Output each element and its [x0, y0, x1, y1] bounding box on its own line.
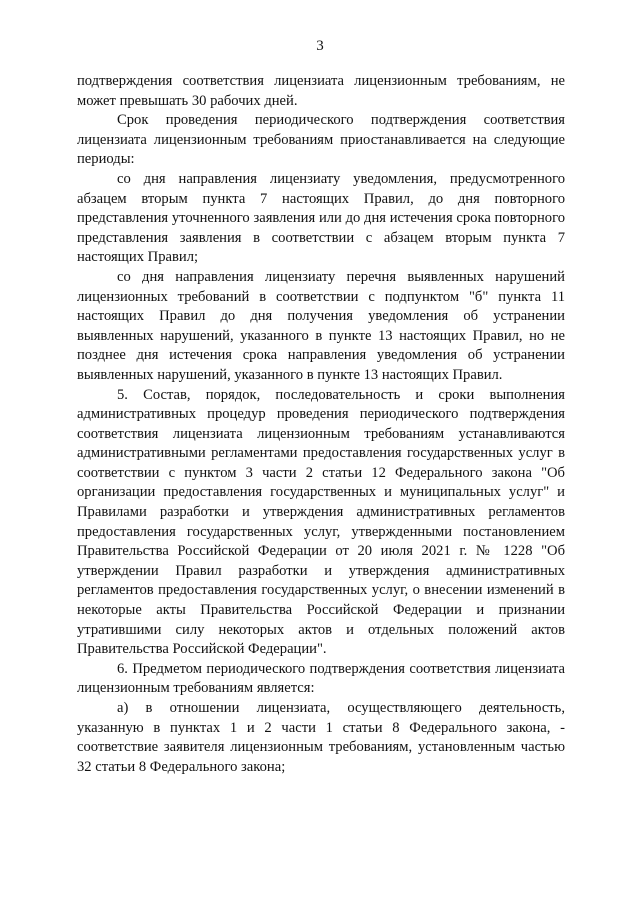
page-number: 3 [316, 38, 324, 54]
paragraph-suspension-periods: Срок проведения периодического подтверждения соответствия лицензиата лицензионным требованиям приостанавливается на следующие периоды: [77, 112, 565, 168]
paragraph-item-5: 5. Состав, порядок, последовательность и сроки выполнения административных процедур проведения периодического подтверждения соответствия лицензиата лицензионным требованиям устанавливаются административными регламентами предоставления государственных услуг в соответствии с пунктом 3 части 2 статьи 12 Федерального закона "Об организации предоставления государственных и муниципальных услуг" и Правилами разработки и утверждения административных регламентов предоставления государственных услуг, утвержденными постановлением Правительства Российской Федерации от 20 июля 2021 г. № 1228 "Об утверждении Правил разработки и утверждения административных регламентов предоставления государственных услуг, о внесении изменений в некоторые акты Правительства Российской Федерации и признании утратившими силу некоторых актов и отдельных положений актов Правительства Российской Федерации". [77, 386, 565, 658]
paragraph-item-6: 6. Предметом периодического подтверждения соответствия лицензиата лицензионным требованиям является: [77, 660, 565, 697]
paragraph-violations-period: со дня направления лицензиату перечня выявленных нарушений лицензионных требований в соответствии с подпунктом "б" пункта 11 настоящих Правил до дня получения уведомления об устранении выявленных нарушений, указанного в пункте 13 настоящих Правил, но не позднее дня истечения срока направления уведомления об устранении выявленных нарушений, указанного в пункте 13 настоящих Правил. [77, 268, 565, 383]
document-body [77, 72, 565, 777]
paragraph-continuation: подтверждения соответствия лицензиата лицензионным требованиям, не может превышать 30 рабочих дней. [77, 73, 565, 109]
paragraph-item-6a: а) в отношении лицензиата, осуществляющего деятельность, указанную в пунктах 1 и 2 части 1 статьи 8 Федерального закона, - соответствие заявителя лицензионным требованиям, установленным частью 32 статьи 8 Федерального закона; [77, 700, 565, 775]
paragraph-notification-period: со дня направления лицензиату уведомления, предусмотренного абзацем вторым пункта 7 настоящих Правил, до дня повторного представления уточненного заявления или до дня истечения срока повторного представления заявления в соответствии с абзацем вторым пункта 7 настоящих Правил; [77, 170, 565, 266]
